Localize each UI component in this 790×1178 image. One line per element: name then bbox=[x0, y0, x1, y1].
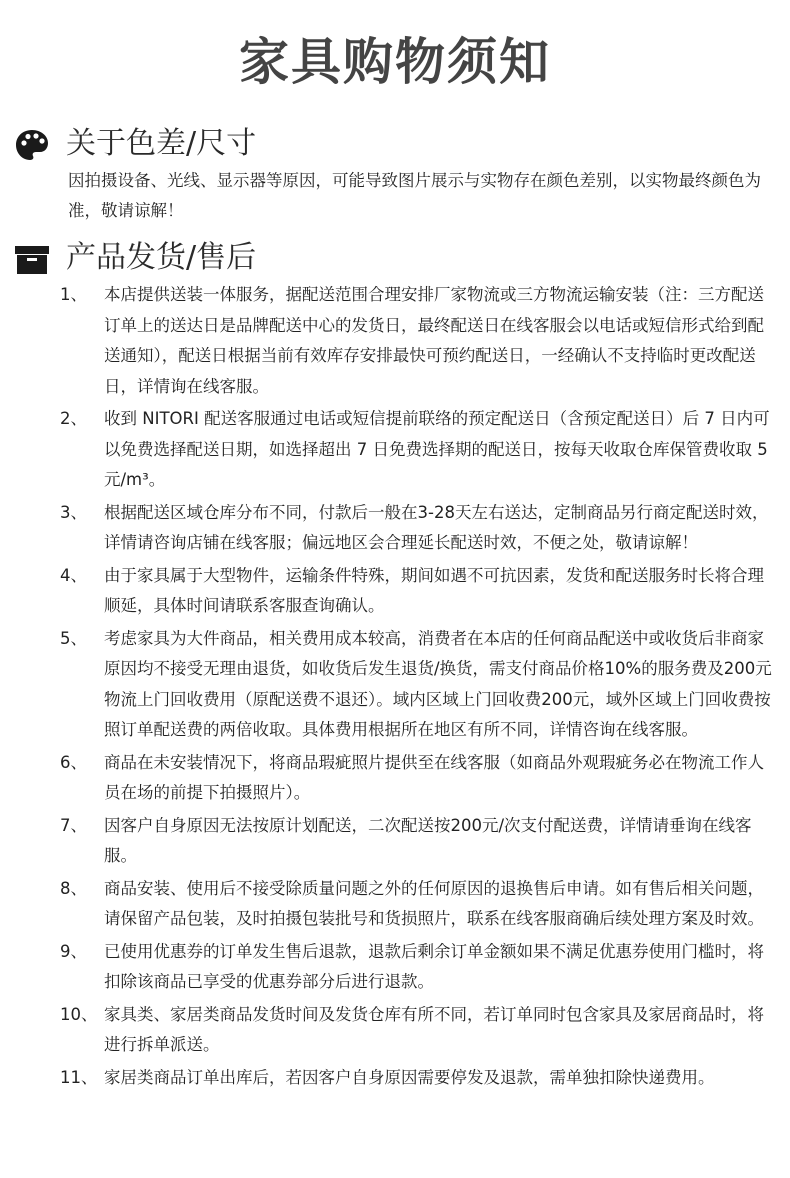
list-item bbox=[60, 874, 780, 935]
palette-icon bbox=[14, 128, 50, 162]
list-item bbox=[60, 937, 780, 998]
section-color-text: 因拍摄设备、光线、显示器等原因，可能导致图片展示与实物存在颜色差别，以实物最终颜色为准，敬请谅解！ bbox=[68, 171, 761, 220]
list-item bbox=[60, 561, 780, 622]
item-text: 商品在未安装情况下，将商品瑕疵照片提供至在线客服（如商品外观瑕疵务必在物流工作人员在场的前提下拍摄照片）。 bbox=[104, 752, 764, 802]
list-item bbox=[60, 404, 780, 496]
list-item bbox=[60, 624, 780, 746]
item-number: 6、 bbox=[60, 752, 87, 772]
list-item bbox=[60, 498, 780, 559]
delivery-terms-list bbox=[60, 280, 780, 1095]
item-number: 3、 bbox=[60, 502, 87, 522]
item-number: 11、 bbox=[60, 1067, 98, 1087]
section-delivery-title: 产品发货/售后 bbox=[66, 240, 257, 275]
item-number: 2、 bbox=[60, 409, 87, 428]
item-text: 由于家具属于大型物件，运输条件特殊，期间如遇不可抗因素，发货和配送服务时长将合理顺延，具体时间请联系客服查询确认。 bbox=[104, 565, 764, 615]
box-icon bbox=[14, 242, 50, 276]
item-number: 7、 bbox=[60, 815, 87, 835]
item-text: 家具类、家居类商品发货时间及发货仓库有所不同，若订单同时包含家具及家居商品时，将进行拆单派送。 bbox=[104, 1004, 764, 1054]
item-text: 因客户自身原因无法按原计划配送，二次配送按200元/次支付配送费，详情请垂询在线客服。 bbox=[104, 815, 752, 865]
item-number: 8、 bbox=[60, 878, 87, 898]
list-item bbox=[60, 280, 780, 402]
list-item bbox=[60, 748, 780, 809]
item-text: 根据配送区域仓库分布不同，付款后一般在3-28天左右送达，定制商品另行商定配送时效，详情请咨询店铺在线客服；偏远地区会合理延长配送时效，不便之处，敬请谅解！ bbox=[104, 502, 769, 552]
item-number: 4、 bbox=[60, 565, 87, 585]
list-item bbox=[60, 811, 780, 872]
section-color-title: 关于色差/尺寸 bbox=[66, 126, 257, 161]
page-title: 家具购物须知 bbox=[239, 33, 551, 91]
item-number: 1、 bbox=[60, 285, 87, 304]
item-text: 考虑家具为大件商品，相关费用成本较高，消费者在本店的任何商品配送中或收货后非商家原因均不接受无理由退货，如收货后发生退货/换货，需支付商品价格10%的服务费及200元物流上门回收费用（原配送费不退还）。域内区域上门回收费200元，域外区域上门回收费按照订单配送费的两倍收取。具体费用根据所在地区有所不同，详情咨询在线客服。 bbox=[104, 628, 772, 739]
item-text: 已使用优惠券的订单发生售后退款，退款后剩余订单金额如果不满足优惠券使用门槛时，将扣除该商品已享受的优惠券部分后进行退款。 bbox=[104, 941, 764, 991]
item-text: 收到 NITORI 配送客服通过电话或短信提前联络的预定配送日（含预定配送日）后 7 日内可以免费选择配送日期，如选择超出 7 日免费选择期的配送日，按每天收取仓库保管费收取 5 元/m³。 bbox=[104, 409, 770, 489]
list-item bbox=[60, 1000, 780, 1061]
item-text: 本店提供送装一体服务，据配送范围合理安排厂家物流或三方物流运输安装（注：三方配送订单上的送达日是品牌配送中心的发货日，最终配送日在线客服会以电话或短信形式给到配送通知），配送日根据当前有效库存安排最快可预约配送日，一经确认不支持临时更改配送日，详情询在线客服。 bbox=[104, 285, 764, 396]
item-number: 9、 bbox=[60, 941, 87, 961]
item-text: 家居类商品订单出库后，若因客户自身原因需要停发及退款，需单独扣除快递费用。 bbox=[104, 1067, 715, 1087]
item-text: 商品安装、使用后不接受除质量问题之外的任何原因的退换售后申请。如有售后相关问题，请保留产品包装，及时拍摄包装批号和货损照片，联系在线客服商确后续处理方案及时效。 bbox=[104, 878, 764, 928]
item-number: 10、 bbox=[60, 1004, 98, 1024]
list-item bbox=[60, 1063, 780, 1094]
item-number: 5、 bbox=[60, 628, 87, 648]
